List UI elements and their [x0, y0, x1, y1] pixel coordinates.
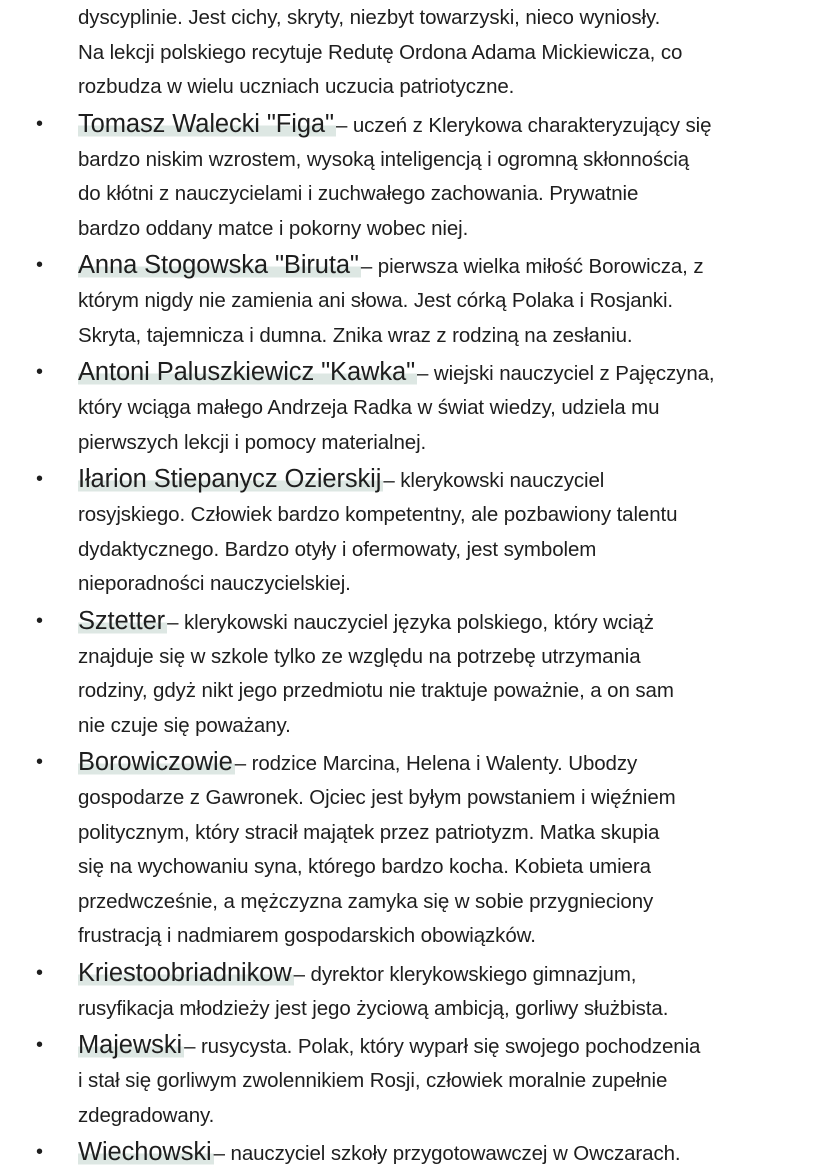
character-name: Sztetter [78, 606, 166, 635]
text-line: dydaktycznego. Bardzo otyły i ofermowaty, jest symbolem [78, 537, 597, 561]
text-line: rusyfikacja młodzieży jest jego życiową ambicją, gorliwy służbista. [78, 996, 669, 1020]
description-start: – rusycysta. Polak, który wyparł się swojego pochodzenia [184, 1035, 701, 1058]
character-list [0, 105, 828, 1172]
bullet-icon: • [36, 468, 43, 490]
text-line: się na wychowaniu syna, którego bardzo kocha. Kobieta umiera [78, 855, 651, 878]
text-line: do kłótni z nauczycielami i zuchwałego zachowania. Prywatnie [78, 182, 639, 205]
list-item-heading [0, 353, 828, 391]
text-line: rodziny, gdyż nikt jego przedmiotu nie traktuje poważnie, a on sam [78, 679, 674, 702]
list-item [0, 246, 828, 353]
description-start: – klerykowski nauczyciel [383, 469, 605, 492]
character-name: Iłarion Stiepanycz Ozierskij [78, 465, 382, 493]
list-item [0, 602, 828, 744]
bullet-icon: • [36, 254, 43, 276]
document [0, 1, 828, 1171]
character-name: Majewski [78, 1031, 183, 1059]
list-item [0, 743, 828, 954]
list-item-heading [0, 1026, 828, 1064]
text-line: rosyjskiego. Człowiek bardzo kompetentny, ale pozbawiony talentu [78, 503, 678, 526]
list-item [0, 1026, 828, 1133]
bullet-icon: • [36, 361, 43, 383]
bullet-icon: • [36, 1034, 43, 1056]
list-item-heading [0, 460, 828, 498]
list-item-heading [0, 602, 828, 640]
bullet-icon: • [36, 609, 43, 632]
text-line: przedwcześnie, a mężczyzna zamyka się w sobie przygnieciony [78, 889, 654, 913]
text-line: Na lekcji polskiego recytuje Redutę Ordona Adama Mickiewicza, co [78, 40, 683, 64]
text-line: bardzo oddany matce i pokorny wobec niej. [78, 216, 469, 240]
text-line: frustracją i nadmiarem gospodarskich obowiązków. [78, 924, 536, 947]
bullet-icon: • [36, 112, 43, 135]
text-line: nie czuje się poważany. [78, 713, 291, 737]
text-line: bardzo niskim wzrostem, wysoką inteligencją i ogromną skłonnością [78, 147, 690, 171]
character-name: Borowiczowie [78, 748, 233, 776]
bullet-icon: • [36, 751, 43, 773]
text-line: politycznym, który stracił majątek przez patriotyzm. Matka skupia [78, 820, 660, 844]
description-start: – nauczyciel szkoły przygotowawczej w Owczarach. [213, 1142, 681, 1165]
list-item-heading [0, 954, 828, 992]
text-line: i stał się gorliwym zwolennikiem Rosji, człowiek moralnie zupełnie [78, 1069, 668, 1092]
intro-paragraph [0, 1, 828, 105]
list-item-heading [0, 1133, 828, 1171]
text-line: którym nigdy nie zamienia ani słowa. Jest córką Polaka i Rosjanki. [78, 289, 673, 312]
description-start: – pierwsza wielka miłość Borowicza, z [360, 255, 704, 278]
text-line: rozbudza w wielu uczniach uczucia patriotyczne. [78, 75, 515, 98]
list-item-heading [0, 246, 828, 284]
description-start: – klerykowski nauczyciel języka polskiego, który wciąż [167, 610, 654, 634]
list-item-heading [0, 743, 828, 781]
character-name: Kriestoobriadnikow [78, 958, 292, 987]
character-name: Antoni Paluszkiewicz "Kawka" [78, 358, 416, 386]
list-item [0, 1133, 828, 1171]
description-start: – rodzice Marcina, Helena i Walenty. Ubodzy [234, 752, 638, 775]
text-line: dyscyplinie. Jest cichy, skryty, niezbyt towarzyski, nieco wyniosły. [78, 6, 661, 29]
text-line: znajduje się w szkole tylko ze względu na potrzebę utrzymania [78, 644, 641, 668]
list-item [0, 460, 828, 602]
bullet-icon: • [36, 961, 43, 984]
description-start: – dyrektor klerykowskiego gimnazjum, [293, 962, 637, 986]
list-item [0, 105, 828, 247]
text-line: nieporadności nauczycielskiej. [78, 572, 351, 595]
character-name: Anna Stogowska "Biruta" [78, 251, 359, 279]
text-line: gospodarze z Gawronek. Ojciec jest byłym powstaniem i więźniem [78, 786, 676, 809]
description-start: – uczeń z Klerykowa charakteryzujący się [335, 113, 712, 137]
text-line: który wciąga małego Andrzeja Radka w świat wiedzy, udziela mu [78, 396, 660, 419]
list-item [0, 954, 828, 1027]
text-line: zdegradowany. [78, 1103, 215, 1127]
description-start: – wiejski nauczyciel z Pajęczyna, [417, 362, 715, 385]
character-name: Tomasz Walecki "Figa" [78, 109, 334, 138]
text-line: Skryta, tajemnicza i dumna. Znika wraz z rodziną na zesłaniu. [78, 323, 633, 347]
character-name: Wiechowski [78, 1138, 212, 1166]
list-item [0, 353, 828, 460]
bullet-icon: • [36, 1141, 43, 1163]
text-line: pierwszych lekcji i pomocy materialnej. [78, 430, 427, 454]
list-item-heading [0, 105, 828, 143]
